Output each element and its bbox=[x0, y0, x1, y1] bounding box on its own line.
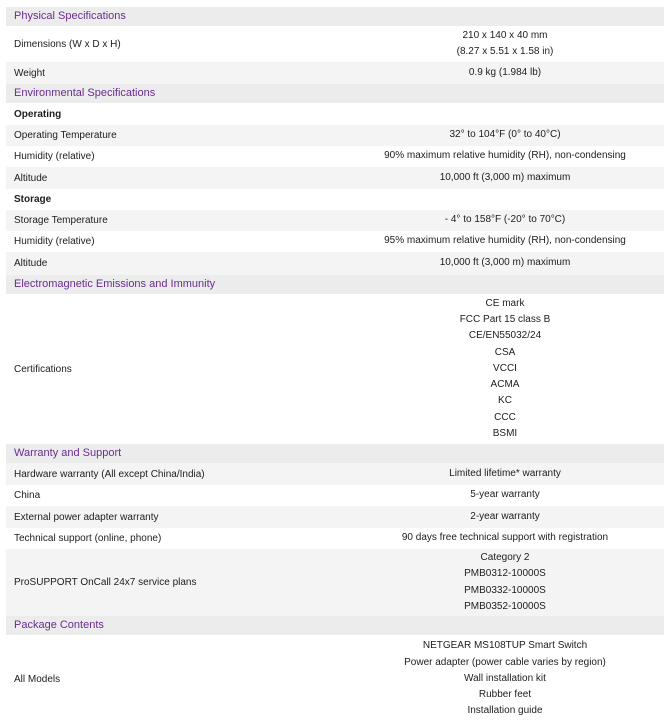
section-header-package: Package Contents bbox=[6, 616, 664, 635]
spec-row-storage-humidity bbox=[6, 231, 664, 252]
spec-label: China bbox=[14, 490, 41, 501]
spec-value bbox=[316, 125, 670, 146]
subheading-storage bbox=[6, 189, 664, 210]
value-line: - 4° to 158°F (-20° to 70°C) bbox=[444, 214, 566, 226]
spec-row-operating-temperature bbox=[6, 125, 664, 146]
section-header-warranty: Warranty and Support bbox=[6, 444, 664, 463]
section-header-environmental: Environmental Specifications bbox=[6, 84, 664, 103]
subheading-label: Operating bbox=[14, 108, 62, 120]
spec-label: Weight bbox=[14, 67, 45, 79]
value-line: 90 days free technical support with registration bbox=[401, 532, 609, 544]
spec-value bbox=[316, 252, 670, 275]
certification-item: ACMA bbox=[490, 379, 520, 391]
section-header-emi: Electromagnetic Emissions and Immunity bbox=[6, 275, 664, 294]
package-item: Power adapter (power cable varies by region) bbox=[404, 656, 606, 668]
value-line: PMB0352-10000S bbox=[464, 600, 546, 612]
spec-row-operating-humidity bbox=[6, 146, 664, 167]
spec-value bbox=[316, 528, 670, 549]
value-line: 10,000 ft (3,000 m) maximum bbox=[439, 171, 571, 183]
value-line: PMB0312-10000S bbox=[464, 568, 546, 580]
certification-item: CCC bbox=[494, 411, 516, 423]
value-line: 95% maximum relative humidity (RH), non-condensing bbox=[384, 235, 626, 247]
spec-row-operating-altitude bbox=[6, 167, 664, 189]
spec-row-technical-support bbox=[6, 528, 664, 549]
spec-value bbox=[316, 62, 670, 84]
spec-label: Humidity (relative) bbox=[14, 151, 95, 162]
spec-label: Storage Temperature bbox=[14, 215, 108, 226]
spec-row-prosupport bbox=[6, 549, 664, 616]
value-line: 5-year warranty bbox=[470, 489, 540, 501]
spec-value bbox=[316, 210, 670, 231]
package-item: Wall installation kit bbox=[464, 672, 546, 684]
spec-row-storage-temperature bbox=[6, 210, 664, 231]
certification-item: CE mark bbox=[485, 297, 525, 309]
spec-label: All Models bbox=[14, 673, 61, 685]
spec-label: Technical support (online, phone) bbox=[14, 533, 162, 544]
value-line: 210 x 140 x 40 mm bbox=[462, 29, 548, 41]
certification-item: KC bbox=[498, 395, 512, 407]
value-line: 2-year warranty bbox=[470, 510, 540, 522]
package-item: NETGEAR MS108TUP Smart Switch bbox=[422, 640, 588, 652]
spec-label: Operating Temperature bbox=[14, 130, 117, 141]
subheading-operating bbox=[6, 103, 664, 125]
value-line: 0.9 kg (1.984 lb) bbox=[468, 66, 542, 78]
spec-label: Hardware warranty (All except China/India) bbox=[14, 468, 205, 480]
spec-value bbox=[316, 485, 670, 506]
spec-label: ProSUPPORT OnCall 24x7 service plans bbox=[14, 577, 197, 588]
spec-value bbox=[316, 26, 670, 62]
spec-row-hardware-warranty bbox=[6, 463, 664, 485]
package-item: Rubber feet bbox=[478, 689, 532, 701]
certification-item: VCCI bbox=[493, 362, 517, 374]
spec-label: Humidity (relative) bbox=[14, 236, 95, 247]
value-line: 10,000 ft (3,000 m) maximum bbox=[439, 257, 571, 269]
spec-row-dimensions bbox=[6, 26, 664, 62]
spec-label: Certifications bbox=[14, 363, 72, 375]
spec-row-weight bbox=[6, 62, 664, 84]
value-line: (8.27 x 5.51 x 1.58 in) bbox=[456, 46, 554, 57]
spec-value bbox=[316, 549, 670, 616]
spec-value bbox=[316, 637, 670, 721]
section-header-physical: Physical Specifications bbox=[6, 7, 664, 26]
value-line: Limited lifetime* warranty bbox=[449, 467, 561, 479]
subheading-label: Storage bbox=[14, 194, 52, 205]
spec-row-certifications bbox=[6, 294, 664, 444]
spec-row-china bbox=[6, 485, 664, 506]
spec-row-adapter-warranty bbox=[6, 506, 664, 528]
certification-item: CE/EN55032/24 bbox=[468, 330, 542, 342]
spec-label: External power adapter warranty bbox=[14, 511, 159, 523]
spec-label: Altitude bbox=[14, 258, 48, 269]
value-line: PMB0332-10000S bbox=[464, 584, 546, 596]
certification-item: FCC Part 15 class B bbox=[459, 313, 551, 325]
spec-row-storage-altitude bbox=[6, 252, 664, 275]
spec-value bbox=[316, 231, 670, 252]
spec-value bbox=[316, 167, 670, 189]
certification-item: BSMI bbox=[492, 428, 518, 440]
spec-label: Altitude bbox=[14, 172, 48, 184]
spec-value bbox=[316, 506, 670, 528]
package-item: Installation guide bbox=[467, 705, 543, 717]
value-line: 32° to 104°F (0° to 40°C) bbox=[449, 129, 561, 141]
spec-value bbox=[316, 294, 670, 444]
spec-value bbox=[316, 463, 670, 485]
spec-value bbox=[316, 146, 670, 167]
spec-row-all-models bbox=[6, 637, 664, 721]
value-line: Category 2 bbox=[480, 551, 530, 563]
spec-label: Dimensions (W x D x H) bbox=[14, 38, 121, 50]
certification-item: CSA bbox=[494, 346, 516, 358]
value-line: 90% maximum relative humidity (RH), non-condensing bbox=[384, 150, 626, 162]
